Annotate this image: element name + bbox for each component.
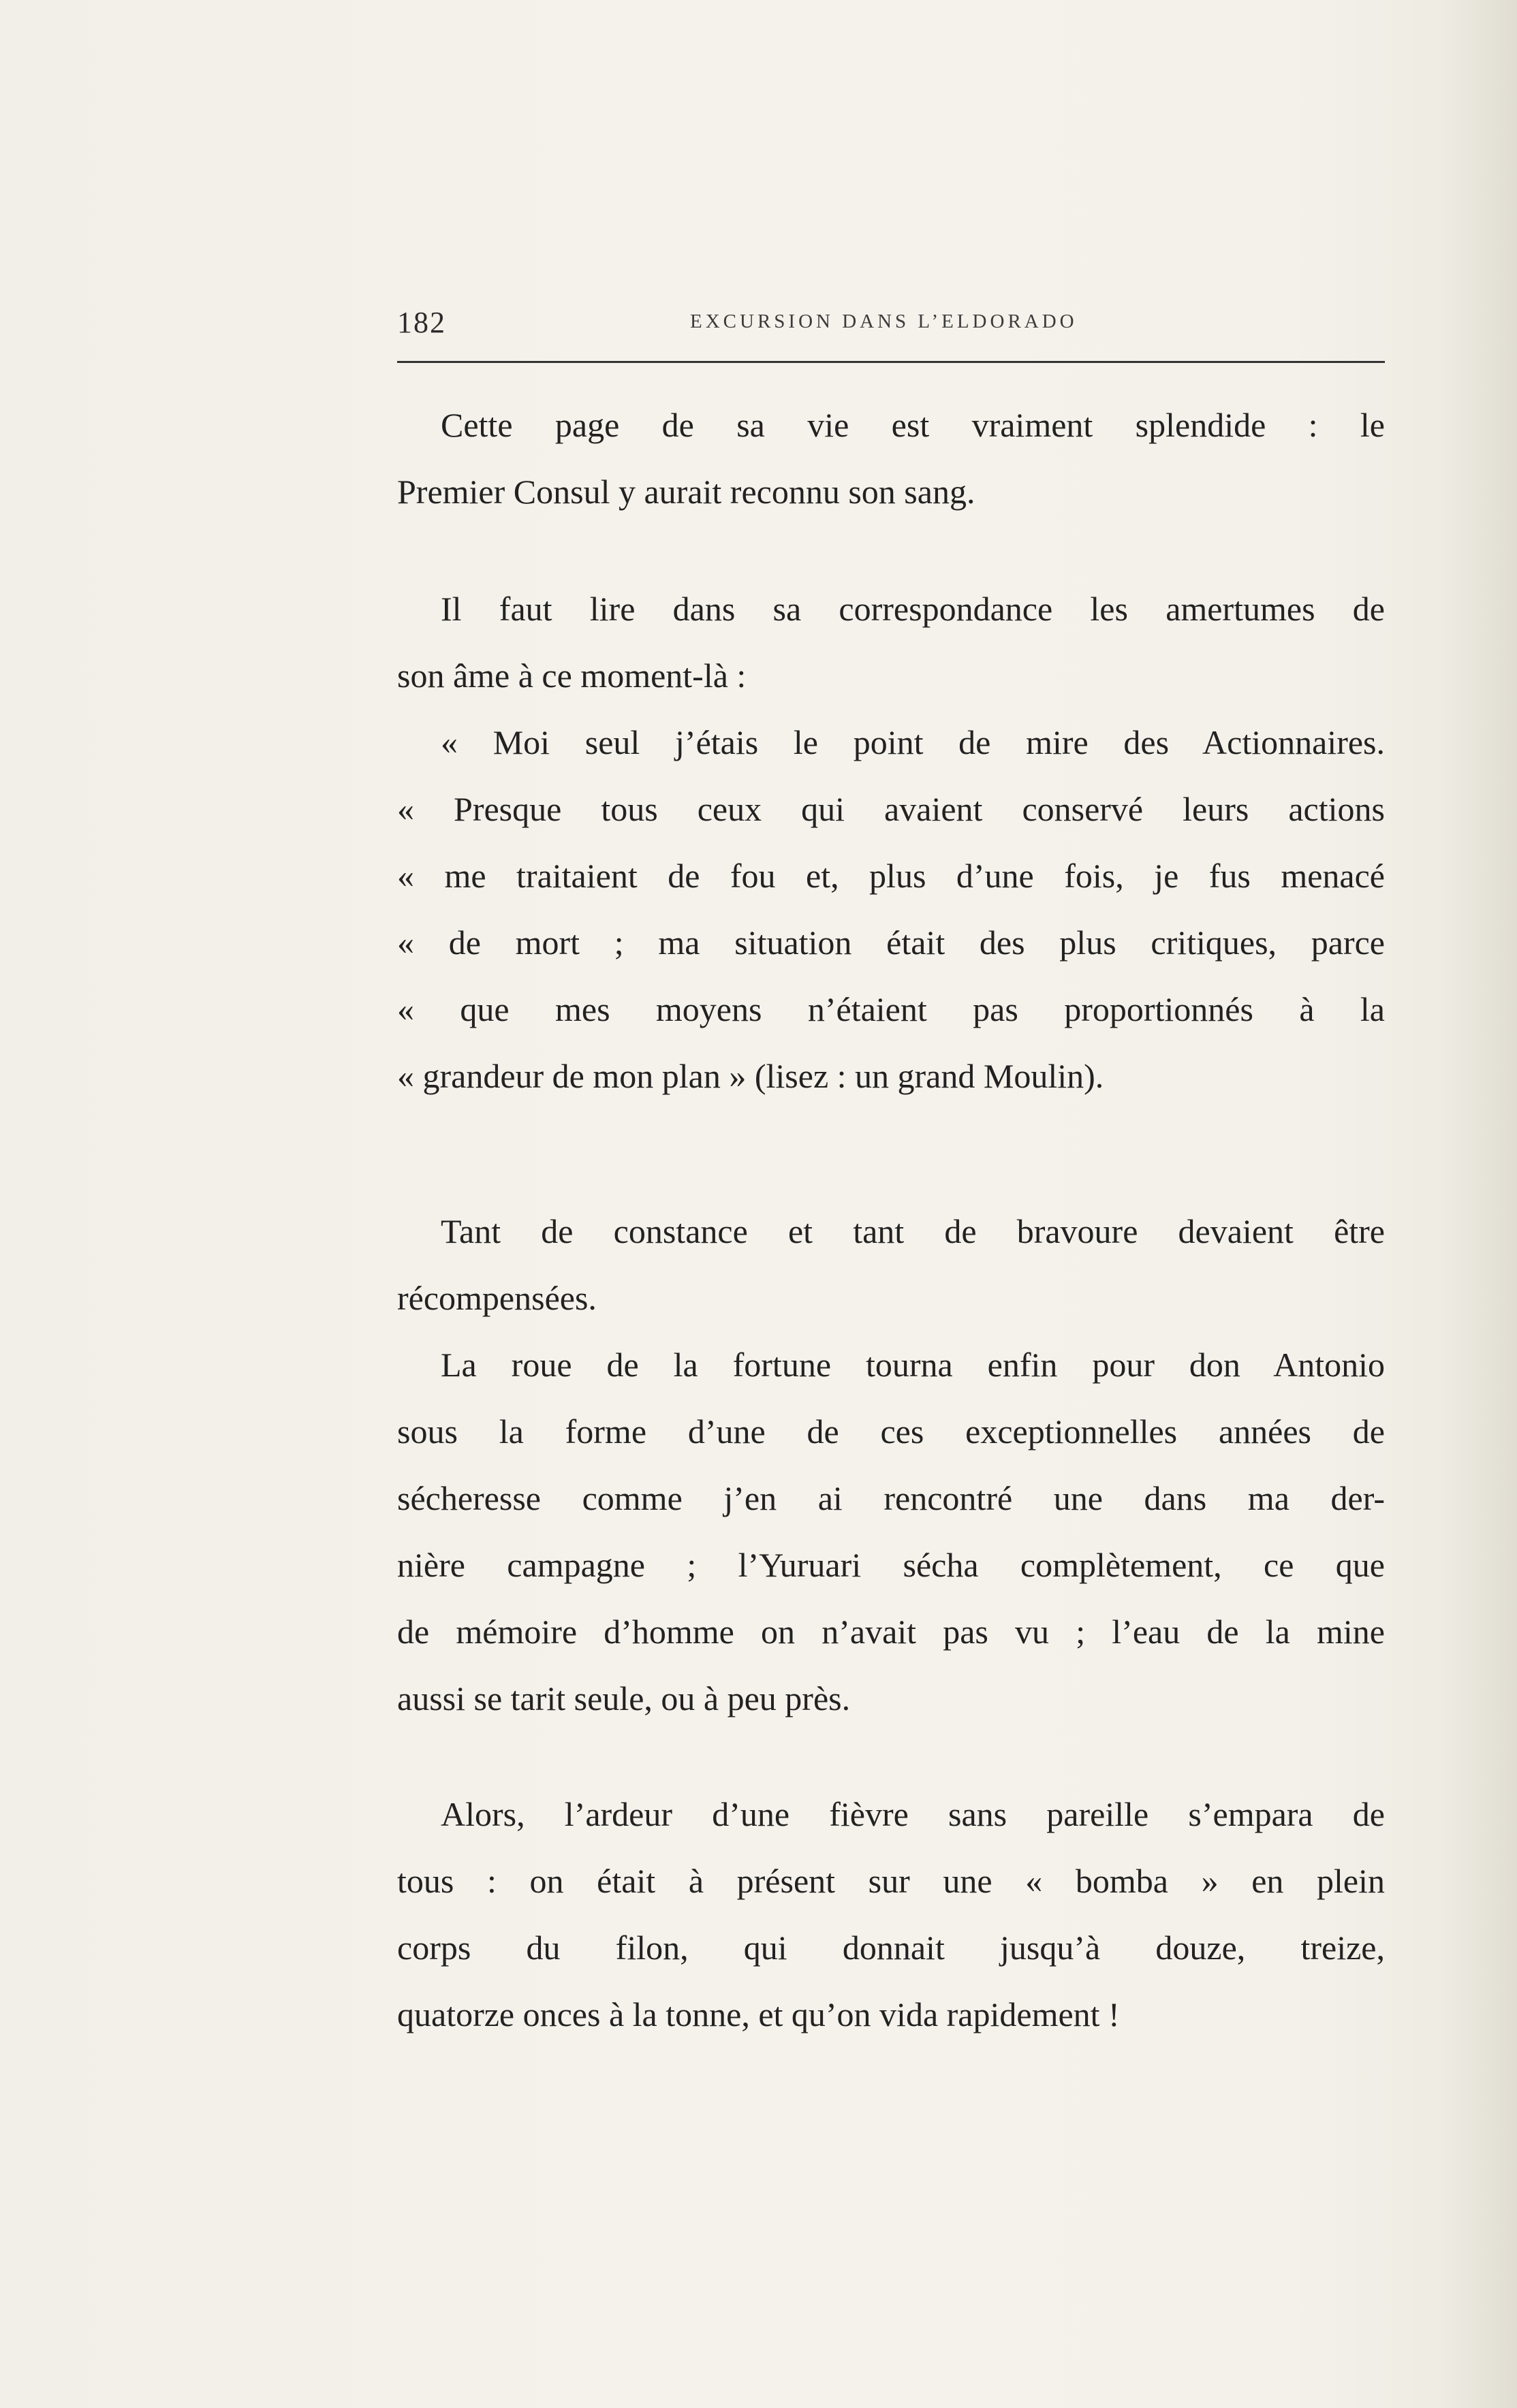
text-line: nière campagne ; l’Yuruari sécha complètement, ce que (397, 1546, 1385, 1584)
text-line: aussi se tarit seule, ou à peu près. (397, 1679, 851, 1717)
paragraph-gap (397, 525, 1385, 575)
text-line: Premier Consul y aurait reconnu son sang. (397, 473, 975, 511)
header-rule (397, 361, 1385, 363)
text-line: sous la forme d’une de ces exceptionnelles années de (397, 1412, 1385, 1451)
text-line: son âme à ce moment-là : (397, 656, 747, 695)
page-header (397, 305, 1385, 346)
text-line: quatorze onces à la tonne, et qu’on vida rapidement ! (397, 1995, 1120, 2033)
text-line: La roue de la fortune tourna enfin pour don Antonio (441, 1346, 1385, 1384)
text-line: Tant de constance et tant de bravoure devaient être (441, 1212, 1385, 1250)
quote-line: « grandeur de mon plan » (lisez : un grand Moulin). (397, 1057, 1104, 1095)
quote-line: « Moi seul j’étais le point de mire des Actionnaires. (441, 723, 1385, 761)
text-line: de mémoire d’homme on n’avait pas vu ; l’eau de la mine (397, 1613, 1385, 1651)
text-line: récompensées. (397, 1279, 597, 1317)
text-line: sécheresse comme j’en ai rencontré une dans ma der- (397, 1479, 1385, 1517)
text-line: Cette page de sa vie est vraiment splendide : le (441, 406, 1385, 444)
page-number: 182 (397, 306, 446, 339)
quote-line: « me traitaient de fou et, plus d’une fois, je fus menacé (397, 857, 1385, 895)
quote-line: « Presque tous ceux qui avaient conservé leurs actions (397, 790, 1385, 828)
text-line: tous : on était à présent sur une « bomba » en plein (397, 1862, 1385, 1900)
page-edge-shadow (1442, 0, 1517, 2408)
text-line: corps du filon, qui donnait jusqu’à douze, treize, (397, 1929, 1385, 1967)
paragraph-gap (397, 1732, 1385, 1781)
running-head: EXCURSION DANS L’ELDORADO (690, 311, 1078, 332)
quote-line: « que mes moyens n’étaient pas proportionnés à la (397, 990, 1385, 1028)
body-text (397, 392, 1385, 2048)
text-line: Alors, l’ardeur d’une fièvre sans pareille s’empara de (441, 1795, 1385, 1833)
section-gap (397, 1109, 1385, 1198)
quote-line: « de mort ; ma situation était des plus critiques, parce (397, 923, 1385, 962)
text-line: Il faut lire dans sa correspondance les amertumes de (441, 590, 1385, 628)
